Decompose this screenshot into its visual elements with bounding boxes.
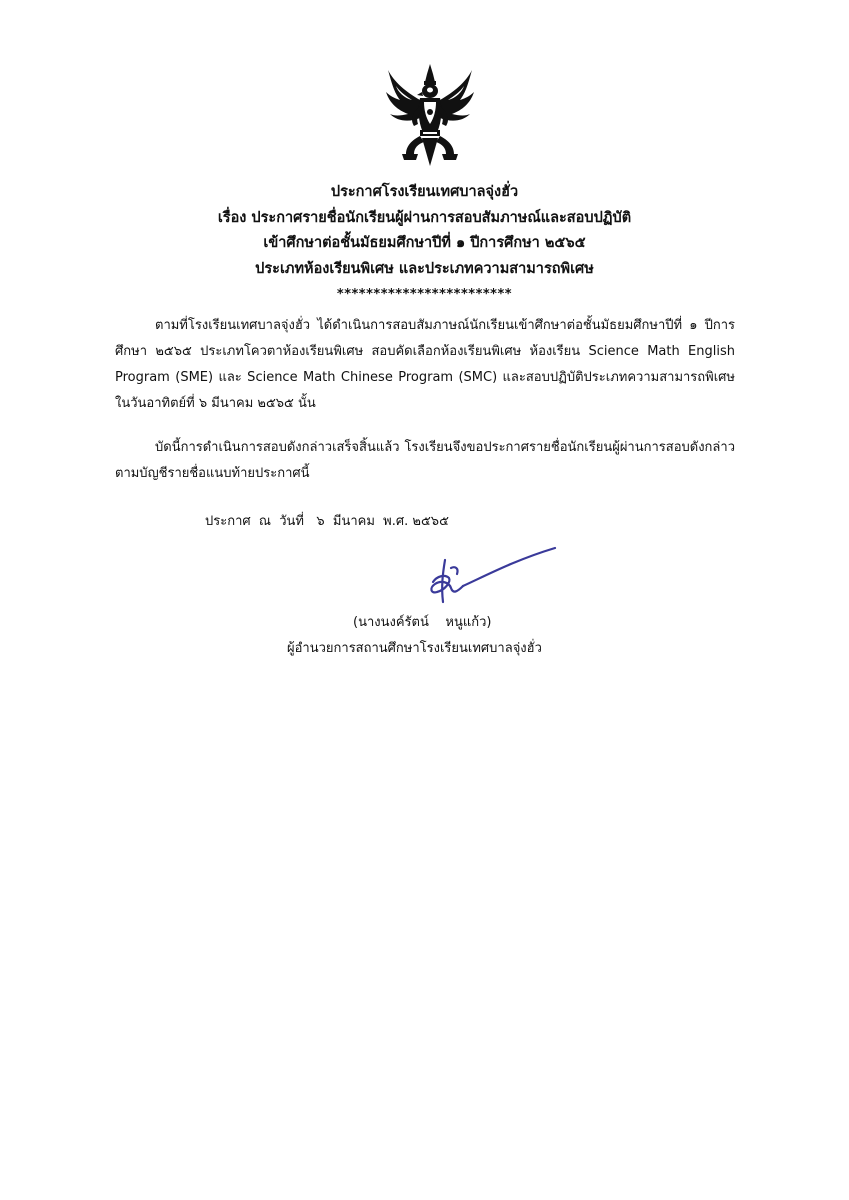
document-subject-line3: ประเภทห้องเรียนพิเศษ และประเภทความสามารถพิเศษ	[255, 261, 594, 277]
body-paragraph-2: บัดนี้การดำเนินการสอบดังกล่าวเสร็จสิ้นแล้ว โรงเรียนจึงขอประกาศรายชื่อนักเรียนผู้ผ่านการสอบดังกล่าว ตามบัญชีรายชื่อแนบท้ายประกาศนี้	[115, 440, 735, 481]
garuda-emblem-icon	[384, 62, 476, 168]
handwritten-signature	[405, 538, 565, 610]
body-paragraph-1: ตามที่โรงเรียนเทศบาลจุ่งฮั่ว ได้ดำเนินการสอบสัมภาษณ์นักเรียนเข้าศึกษาต่อชั้นมัธยมศึกษาปีที่ ๑ ปีการศึกษา ๒๕๖๕ ประเภทโควตาห้องเรียนพิเศษ สอบคัดเลือกห้องเรียนพิเศษ ห้องเรียน Science Math English Program (SME) และ Science Math Chinese Program (SMC) และสอบปฏิบัติประเภทความสามารถพิเศษ ในวันอาทิตย์ที่ ๖ มีนาคม ๒๕๖๕ นั้น	[115, 318, 735, 411]
document-title: ประกาศโรงเรียนเทศบาลจุ่งฮั่ว	[330, 184, 519, 200]
header-separator: ************************	[336, 287, 513, 302]
document-subject: เรื่อง ประกาศรายชื่อนักเรียนผู้ผ่านการสอบสัมภาษณ์และสอบปฏิบัติ	[217, 210, 632, 226]
signer-name: (นางนงค์รัตน์ หนูแก้ว)	[353, 615, 492, 630]
document-subject-line2: เข้าศึกษาต่อชั้นมัธยมศึกษาปีที่ ๑ ปีการศึกษา ๒๕๖๕	[263, 235, 586, 251]
signer-title: ผู้อำนวยการสถานศึกษาโรงเรียนเทศบาลจุ่งฮั่ว	[287, 641, 542, 656]
announcement-date: ประกาศ ณ วันที่ ๖ มีนาคม พ.ศ. ๒๕๖๕	[205, 514, 449, 529]
